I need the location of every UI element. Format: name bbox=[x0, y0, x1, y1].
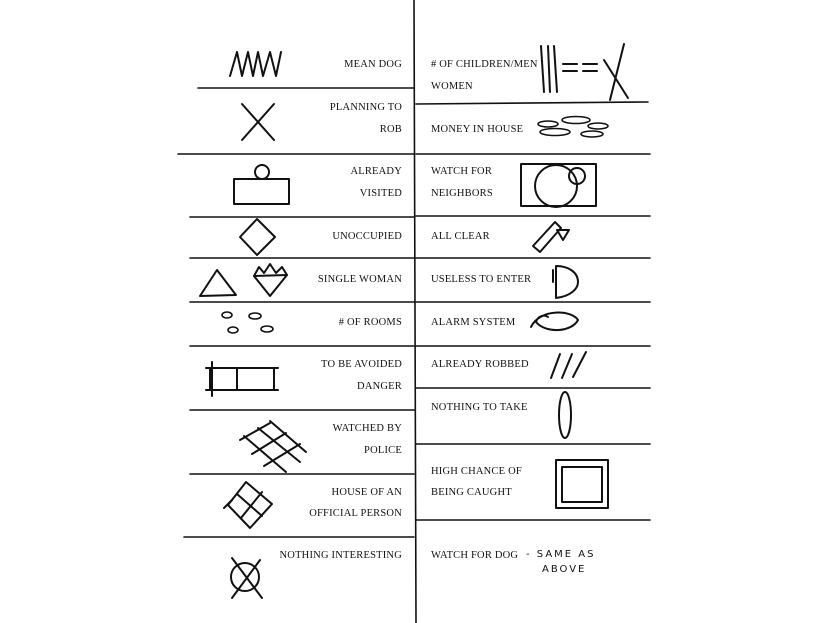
label-alarm-system: ALARM SYSTEM bbox=[431, 317, 516, 328]
watched-by-police-grid-icon bbox=[240, 421, 306, 472]
label-rob: ROB bbox=[379, 124, 402, 135]
handwritten-same-as: - SAME AS bbox=[526, 549, 596, 560]
mean-dog-zigzag-icon bbox=[230, 52, 281, 76]
label-watched-by: WATCHED BY bbox=[332, 423, 402, 434]
high-chance-of-being-caught-icon bbox=[556, 460, 608, 508]
label-official-person: OFFICIAL PERSON bbox=[309, 508, 402, 519]
official-person-icon bbox=[224, 482, 272, 528]
label-neighbors: NEIGHBORS bbox=[431, 188, 493, 199]
label-high-chance-of: HIGH CHANCE OF bbox=[431, 466, 522, 477]
label-single-woman: SINGLE WOMAN bbox=[317, 274, 402, 285]
alarm-system-fish-icon bbox=[531, 313, 578, 331]
label-unoccupied: UNOCCUPIED bbox=[332, 231, 402, 242]
children-men-women-icon bbox=[541, 44, 628, 100]
label-women: WOMEN bbox=[431, 81, 473, 92]
all-clear-icon bbox=[533, 222, 569, 252]
already-robbed-slashes-icon bbox=[551, 352, 586, 378]
label-number-of-rooms: # OF ROOMS bbox=[338, 317, 402, 328]
planning-to-rob-x-icon bbox=[242, 104, 274, 140]
label-already-robbed: ALREADY ROBBED bbox=[431, 359, 529, 370]
label-nothing-interesting: NOTHING INTERESTING bbox=[279, 550, 402, 561]
single-woman-icon bbox=[200, 264, 287, 296]
label-danger: DANGER bbox=[357, 381, 402, 392]
handwritten-above: ABOVE bbox=[542, 564, 587, 575]
useless-to-enter-icon bbox=[553, 266, 578, 298]
label-planning-to: PLANNING TO bbox=[329, 102, 402, 113]
nothing-to-take-oval-icon bbox=[559, 392, 571, 438]
label-children-men: # OF CHILDREN/MEN bbox=[431, 59, 538, 70]
label-police: POLICE bbox=[364, 445, 402, 456]
label-money-in-house: MONEY IN HOUSE bbox=[431, 124, 524, 135]
label-mean-dog: MEAN DOG bbox=[344, 59, 402, 70]
label-watch-for: WATCH FOR bbox=[431, 166, 493, 177]
number-of-rooms-ovals-icon bbox=[222, 312, 273, 333]
center-divider bbox=[414, 0, 416, 623]
label-useless-to-enter: USELESS TO ENTER bbox=[431, 274, 532, 285]
left-row-dividers bbox=[178, 88, 414, 537]
label-visited: VISITED bbox=[359, 188, 402, 199]
nothing-interesting-icon bbox=[231, 558, 262, 598]
label-all-clear: ALL CLEAR bbox=[431, 231, 490, 242]
label-watch-for-dog: WATCH FOR DOG bbox=[431, 550, 519, 561]
label-to-be-avoided: TO BE AVOIDED bbox=[321, 359, 402, 370]
label-house-of-an: HOUSE OF AN bbox=[331, 487, 402, 498]
watch-for-neighbors-icon bbox=[521, 164, 596, 207]
to-be-avoided-ladder-icon bbox=[206, 362, 278, 396]
label-already: ALREADY bbox=[350, 166, 402, 177]
already-visited-icon bbox=[234, 165, 289, 204]
label-being-caught: BEING CAUGHT bbox=[431, 487, 512, 498]
unoccupied-diamond-icon bbox=[240, 219, 275, 255]
money-in-house-icon bbox=[538, 117, 608, 138]
label-nothing-to-take: NOTHING TO TAKE bbox=[431, 402, 528, 413]
